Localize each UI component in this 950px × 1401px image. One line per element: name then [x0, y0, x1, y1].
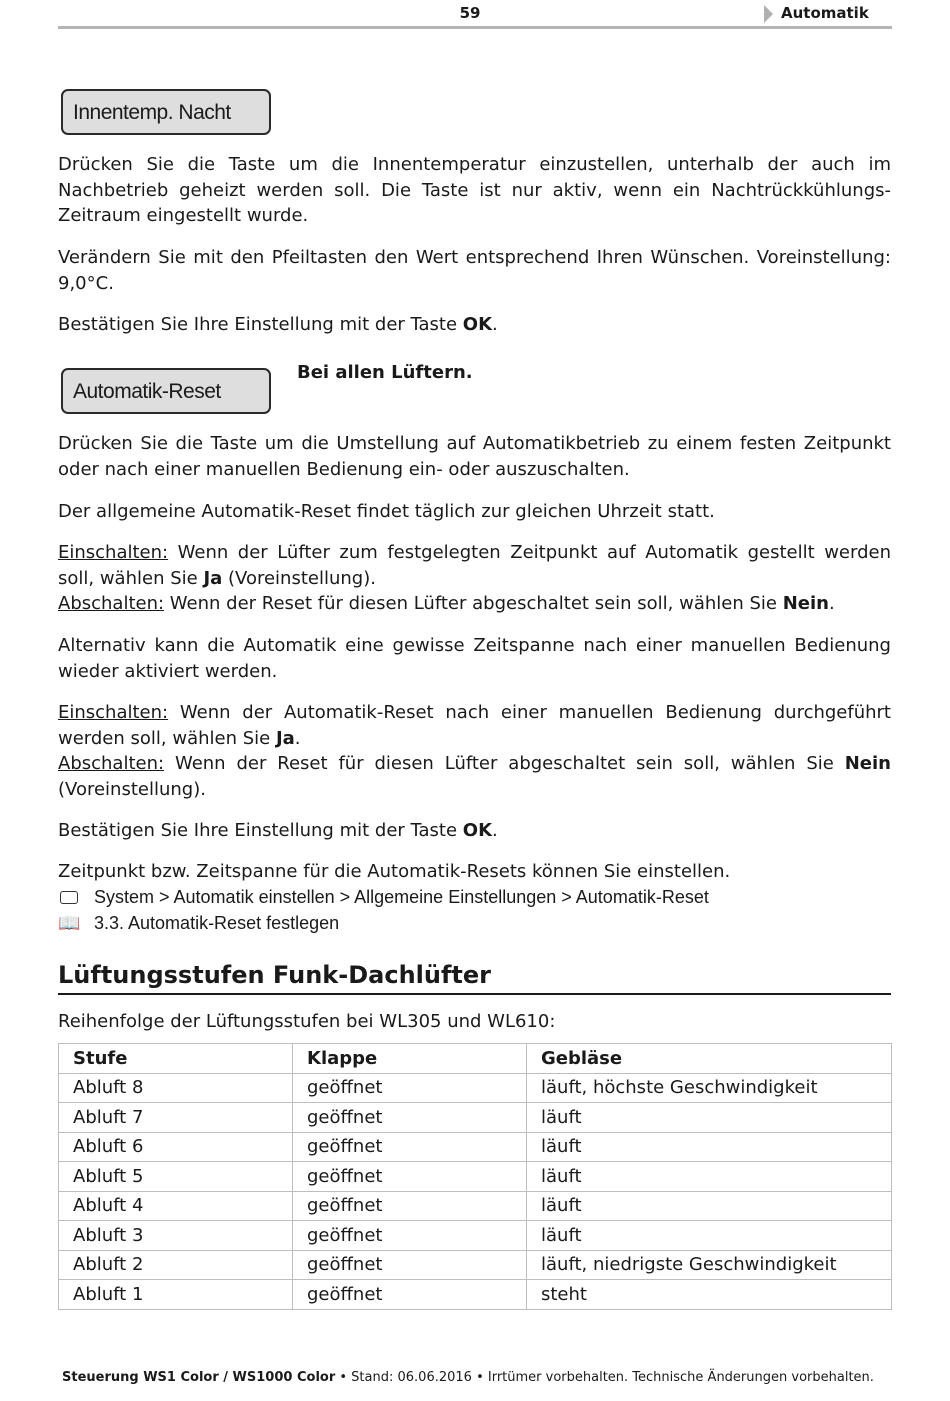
paragraph-night-temp: Drücken Sie die Taste um die Innentemperatur einzustellen, unterhalb der auch im Nachbetrieb geheizt werden soll. Die Taste ist nur aktiv, wenn ein Nachtrückkühlungs-Zeitraum eingestellt wurde. — [58, 154, 891, 226]
table-cell: läuft — [527, 1132, 892, 1162]
paragraph-reset-daily: Der allgemeine Automatik-Reset findet täglich zur gleichen Uhrzeit statt. — [58, 501, 715, 522]
table-row — [59, 1280, 892, 1310]
table-cell: läuft, niedrigste Geschwindigkeit — [527, 1250, 892, 1280]
table-cell: geöffnet — [293, 1221, 527, 1251]
paragraph-reset-options-2: Einschalten: Wenn der Automatik-Reset nach einer manuellen Bedienung durchgeführt werden soll, wählen Sie Ja. Abschalten: Wenn der Reset für diesen Lüfter abgeschaltet sein soll, wählen Sie Nein (Voreinstellung). — [58, 702, 891, 800]
table-cell: Abluft 6 — [59, 1132, 293, 1162]
table-cell: Abluft 1 — [59, 1280, 293, 1310]
table-cell: Abluft 2 — [59, 1250, 293, 1280]
section-intro: Reihenfolge der Lüftungsstufen bei WL305 und WL610: — [58, 1011, 556, 1032]
table-cell: steht — [527, 1280, 892, 1310]
page-number: 59 — [459, 4, 481, 22]
footer-legal: • Stand: 06.06.2016 • Irrtümer vorbehalten. Technische Änderungen vorbehalten. — [335, 1370, 874, 1385]
table-cell: Abluft 8 — [59, 1073, 293, 1103]
footer — [62, 1370, 874, 1385]
table-header-cell: Gebläse — [527, 1044, 892, 1074]
manual-ref[interactable]: 📖 3.3. Automatik-Reset festlegen — [58, 911, 339, 936]
table-cell: Abluft 7 — [59, 1103, 293, 1133]
chapter-title — [764, 4, 869, 23]
innentemp-nacht-key[interactable]: Innentemp. Nacht — [61, 89, 271, 135]
table-row — [59, 1250, 892, 1280]
table-cell: läuft — [527, 1103, 892, 1133]
table-row — [59, 1132, 892, 1162]
table-cell: geöffnet — [293, 1103, 527, 1133]
off-label: Abschalten: — [58, 753, 165, 774]
table-cell: geöffnet — [293, 1280, 527, 1310]
table-cell: geöffnet — [293, 1132, 527, 1162]
paragraph-confirm-2: Bestätigen Sie Ihre Einstellung mit der Taste OK. — [58, 820, 498, 841]
menu-box-icon — [60, 891, 78, 904]
off-label: Abschalten: — [58, 593, 165, 614]
book-icon: 📖 — [58, 913, 81, 933]
on-label: Einschalten: — [58, 702, 169, 723]
table-row — [59, 1073, 892, 1103]
note-all-fans: Bei allen Lüftern. — [297, 362, 473, 383]
footer-product: Steuerung WS1 Color / WS1000 Color — [62, 1370, 336, 1385]
table-cell: Abluft 5 — [59, 1162, 293, 1192]
table-row — [59, 1103, 892, 1133]
menu-path-ref[interactable]: System > Automatik einstellen > Allgemeine Einstellungen > Automatik-Reset — [58, 885, 709, 910]
table-cell: geöffnet — [293, 1073, 527, 1103]
table-cell: läuft, höchste Geschwindigkeit — [527, 1073, 892, 1103]
table-cell: geöffnet — [293, 1191, 527, 1221]
table-cell: Abluft 3 — [59, 1221, 293, 1251]
paragraph-confirm-1: Bestätigen Sie Ihre Einstellung mit der Taste OK. — [58, 314, 498, 335]
paragraph-alternative: Alternativ kann die Automatik eine gewisse Zeitspanne nach einer manuellen Bedienung wieder aktiviert werden. — [58, 635, 891, 682]
table-cell: läuft — [527, 1162, 892, 1192]
paragraph-time-settings: Zeitpunkt bzw. Zeitspanne für die Automatik-Resets können Sie einstellen. — [58, 861, 731, 882]
table-row — [59, 1191, 892, 1221]
chapter-arrow-icon — [764, 5, 773, 23]
table-header-row — [59, 1044, 892, 1074]
table-cell: läuft — [527, 1221, 892, 1251]
table-header-cell: Klappe — [293, 1044, 527, 1074]
table-header-cell: Stufe — [59, 1044, 293, 1074]
header-rule — [58, 26, 892, 29]
paragraph-reset-toggle: Drücken Sie die Taste um die Umstellung auf Automatikbetrieb zu einem festen Zeitpunkt oder nach einer manuellen Bedienung ein- oder auszuschalten. — [58, 433, 891, 480]
on-label: Einschalten: — [58, 542, 169, 563]
table-cell: Abluft 4 — [59, 1191, 293, 1221]
ventilation-levels-table — [58, 1043, 892, 1310]
chapter-label: Automatik — [781, 4, 869, 22]
table-row — [59, 1162, 892, 1192]
table-cell: läuft — [527, 1191, 892, 1221]
table-cell: geöffnet — [293, 1250, 527, 1280]
paragraph-arrow-keys: Verändern Sie mit den Pfeiltasten den Wert entsprechend Ihren Wünschen. Voreinstellung: 9,0°C. — [58, 247, 891, 294]
table-row — [59, 1221, 892, 1251]
paragraph-reset-options-1: Einschalten: Wenn der Lüfter zum festgelegten Zeitpunkt auf Automatik gestellt werden soll, wählen Sie Ja (Voreinstellung). Abschalten: Wenn der Reset für diesen Lüfter abgeschaltet sein soll, wählen Sie Nein. — [58, 542, 891, 614]
section-heading: Lüftungsstufen Funk-Dachlüfter — [58, 961, 891, 995]
table-cell: geöffnet — [293, 1162, 527, 1192]
automatik-reset-key[interactable]: Automatik-Reset — [61, 368, 271, 414]
